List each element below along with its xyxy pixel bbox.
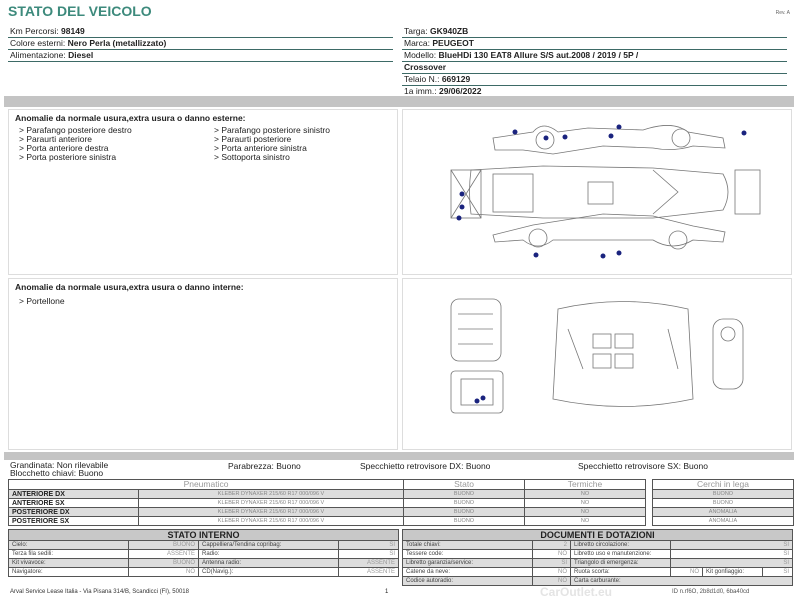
- kv-label: Cielo:: [9, 541, 129, 550]
- tyre-model: KLEBER DYNAXER 215/60 R17 000/096 V: [139, 517, 404, 526]
- kv-label: Terza fila sedili:: [9, 550, 129, 559]
- rim-value: BUONO: [653, 499, 794, 508]
- damage-marker: [481, 396, 486, 401]
- kv-value: BUONO: [129, 541, 199, 550]
- tyre-position: POSTERIORE DX: [9, 508, 139, 517]
- kv-label: Catene da neve:: [403, 568, 533, 577]
- damage-marker: [460, 192, 465, 197]
- col-pneumatico: Pneumatico: [9, 480, 404, 490]
- info-label: Modello:: [404, 50, 437, 60]
- grandinata: Grandinata: Non rilevabile: [10, 460, 109, 470]
- interior-damage-list: [8, 278, 398, 450]
- info-row: [402, 26, 787, 38]
- tyre-position: ANTERIORE DX: [9, 490, 139, 499]
- damage-item: > Paraurti posteriore: [214, 134, 292, 144]
- kv-label: Carta carburante:: [571, 577, 793, 586]
- kv-value: NO: [533, 568, 571, 577]
- rim-row: [653, 517, 794, 526]
- damage-item: > Paraurti anteriore: [19, 134, 92, 144]
- kv-label: Kit vivavoce:: [9, 559, 129, 568]
- damage-marker: [460, 205, 465, 210]
- kv-value: BUONO: [129, 559, 199, 568]
- damage-item: > Sottoporta sinistro: [214, 152, 290, 162]
- damage-item: > Parafango posteriore destro: [19, 125, 132, 135]
- revision: Rev. A: [775, 10, 790, 16]
- exterior-car-diagram: [402, 109, 792, 275]
- rim-row: [653, 508, 794, 517]
- tyre-model: KLEBER DYNAXER 215/60 R17 000/096 V: [139, 508, 404, 517]
- info-label: Alimentazione:: [10, 50, 66, 60]
- col-termiche: Termiche: [525, 480, 646, 490]
- page-number: 1: [385, 589, 389, 595]
- section-divider: [4, 96, 794, 107]
- tyre-model: KLEBER DYNAXER 215/60 R17 000/096 V: [139, 490, 404, 499]
- damage-marker: [457, 216, 462, 221]
- info-value: Diesel: [68, 50, 94, 60]
- check-specchietto-dx: Specchietto retrovisore DX: Buono: [360, 461, 491, 471]
- damage-marker: [601, 254, 606, 259]
- kv-value: NO: [533, 577, 571, 586]
- tyre-row: [9, 517, 646, 526]
- kv-label: Navigatore:: [9, 568, 129, 577]
- info-row: [402, 50, 787, 62]
- rims-table: [652, 479, 794, 526]
- rim-value: BUONO: [653, 490, 794, 499]
- rim-row: [653, 499, 794, 508]
- damage-item: > Porta posteriore sinistra: [19, 152, 117, 162]
- exterior-heading: Anomalie da normale usura,extra usura o danno esterne:: [15, 113, 246, 123]
- kv-value: SI: [671, 550, 793, 559]
- damage-item: > Parafango posteriore sinistro: [214, 125, 330, 135]
- damage-marker: [563, 135, 568, 140]
- info-value: 669129: [441, 74, 471, 84]
- rim-value: ANOMALIA: [653, 508, 794, 517]
- exterior-damage-list: [8, 109, 398, 275]
- kv-value: SI: [339, 550, 399, 559]
- info-row: [8, 38, 393, 50]
- rim-value: ANOMALIA: [653, 517, 794, 526]
- info-label: Marca:: [404, 38, 430, 48]
- col-cerchi: Cerchi in lega: [653, 480, 794, 490]
- kv-value: ASSENTE: [129, 550, 199, 559]
- tyre-position: ANTERIORE SX: [9, 499, 139, 508]
- kv-label: Tessere code:: [403, 550, 533, 559]
- check-grandinata: [10, 461, 108, 477]
- kv-value: ASSENTE: [339, 568, 399, 577]
- section-divider: [4, 452, 794, 460]
- info-value: Crossover: [404, 62, 447, 72]
- stato-interno-title: STATO INTERNO: [9, 530, 399, 541]
- info-value: PEUGEOT: [432, 38, 474, 48]
- damage-marker: [534, 253, 539, 258]
- kv-value: SI: [671, 559, 793, 568]
- kv-row: [403, 559, 793, 568]
- kv-label: CD(Navig.):: [199, 568, 339, 577]
- tyre-stato: BUONO: [404, 490, 525, 499]
- info-value: 29/06/2022: [438, 86, 482, 96]
- info-label: Km Percorsi:: [10, 26, 59, 36]
- kv-value: SI: [533, 559, 571, 568]
- rim-row: [653, 490, 794, 499]
- kv-value: NO: [533, 550, 571, 559]
- damage-marker: [513, 130, 518, 135]
- car-interior-icon: [403, 279, 793, 451]
- info-label: 1a imm.:: [404, 86, 437, 96]
- stato-interno-table: [8, 529, 399, 577]
- tyre-stato: BUONO: [404, 517, 525, 526]
- kv-row: [9, 550, 399, 559]
- kv-label: Ruota scorta:: [571, 568, 671, 577]
- info-value: GK940ZB: [430, 26, 469, 36]
- kv-value: SI: [671, 541, 793, 550]
- kv-row: [403, 541, 793, 550]
- info-value: 98149: [61, 26, 85, 36]
- tyre-model: KLEBER DYNAXER 215/60 R17 000/096 V: [139, 499, 404, 508]
- vehicle-info-left: [8, 26, 393, 62]
- interior-car-diagram: [402, 278, 792, 450]
- kv-row: [403, 550, 793, 559]
- kv-label: Libretto garanzia/service:: [403, 559, 533, 568]
- kv-value: ASSENTE: [339, 559, 399, 568]
- damage-marker: [475, 399, 480, 404]
- kv-label: Libretto circolazione:: [571, 541, 671, 550]
- info-row: [8, 26, 393, 38]
- kv-value: NO: [129, 568, 199, 577]
- damage-marker: [544, 136, 549, 141]
- tyre-row: [9, 508, 646, 517]
- kv-label: Libretto uso e manutenzione:: [571, 550, 671, 559]
- tyre-termiche: NO: [525, 490, 646, 499]
- kv-value: SI: [339, 541, 399, 550]
- car-exterior-icon: [403, 110, 793, 276]
- info-label: Telaio N.:: [404, 74, 440, 84]
- kv-label: Antenna radio:: [199, 559, 339, 568]
- interior-heading: Anomalie da normale usura,extra usura o danno interne:: [15, 282, 244, 292]
- check-parabrezza: Parabrezza: Buono: [228, 461, 301, 471]
- kv-label: Cappelliera/Tendina copribag:: [199, 541, 339, 550]
- kv-row: [9, 559, 399, 568]
- info-row: [402, 74, 787, 86]
- kv-label: Kit gonfiaggio:: [703, 568, 763, 577]
- damage-item: > Portellone: [19, 296, 65, 306]
- damage-item: > Porta anteriore destra: [19, 143, 109, 153]
- damage-marker: [617, 125, 622, 130]
- kv-row: [9, 541, 399, 550]
- col-stato: Stato: [404, 480, 525, 490]
- tyre-row: [9, 499, 646, 508]
- kv-value: 2: [533, 541, 571, 550]
- kv-label: Codice autoradio:: [403, 577, 533, 586]
- check-specchietto-sx: Specchietto retrovisore SX: Buono: [578, 461, 708, 471]
- kv-row: [403, 568, 793, 577]
- tyre-table: [8, 479, 646, 526]
- kv-row: [9, 568, 399, 577]
- kv-label: Triangolo di emergenza:: [571, 559, 671, 568]
- page-title: STATO DEL VEICOLO: [8, 3, 152, 19]
- footer-address: Arval Service Lease Italia - Via Pisana 314/B, Scandicci (FI), 50018: [10, 589, 189, 595]
- vehicle-info-right: [402, 26, 787, 98]
- kv-value: NO: [671, 568, 703, 577]
- info-value: Nero Perla (metallizzato): [67, 38, 167, 48]
- info-value: BlueHDi 130 EAT8 Allure S/S aut.2008 / 2019 / 5P /: [438, 50, 639, 60]
- tyre-termiche: NO: [525, 508, 646, 517]
- documenti-table: [402, 529, 793, 586]
- kv-label: Totale chiavi:: [403, 541, 533, 550]
- kv-value: SI: [763, 568, 793, 577]
- documenti-title: DOCUMENTI E DOTAZIONI: [403, 530, 793, 541]
- tyre-row: [9, 490, 646, 499]
- watermark: CarOutlet.eu: [540, 585, 613, 599]
- info-label: Targa:: [404, 26, 428, 36]
- damage-marker: [742, 131, 747, 136]
- damage-item: > Porta anteriore sinistra: [214, 143, 307, 153]
- document-id: ID n.rf6O, 2b8d1d0, 6ba40cd: [672, 589, 750, 595]
- tyre-termiche: NO: [525, 499, 646, 508]
- info-row: [402, 62, 787, 74]
- info-row: [402, 38, 787, 50]
- tyre-stato: BUONO: [404, 499, 525, 508]
- tyre-stato: BUONO: [404, 508, 525, 517]
- blocchetto: Blocchetto chiavi: Buono: [10, 468, 104, 478]
- info-row: [8, 50, 393, 62]
- info-label: Colore esterni:: [10, 38, 66, 48]
- tyre-termiche: NO: [525, 517, 646, 526]
- tyre-position: POSTERIORE SX: [9, 517, 139, 526]
- damage-marker: [609, 134, 614, 139]
- damage-marker: [617, 251, 622, 256]
- kv-label: Radio:: [199, 550, 339, 559]
